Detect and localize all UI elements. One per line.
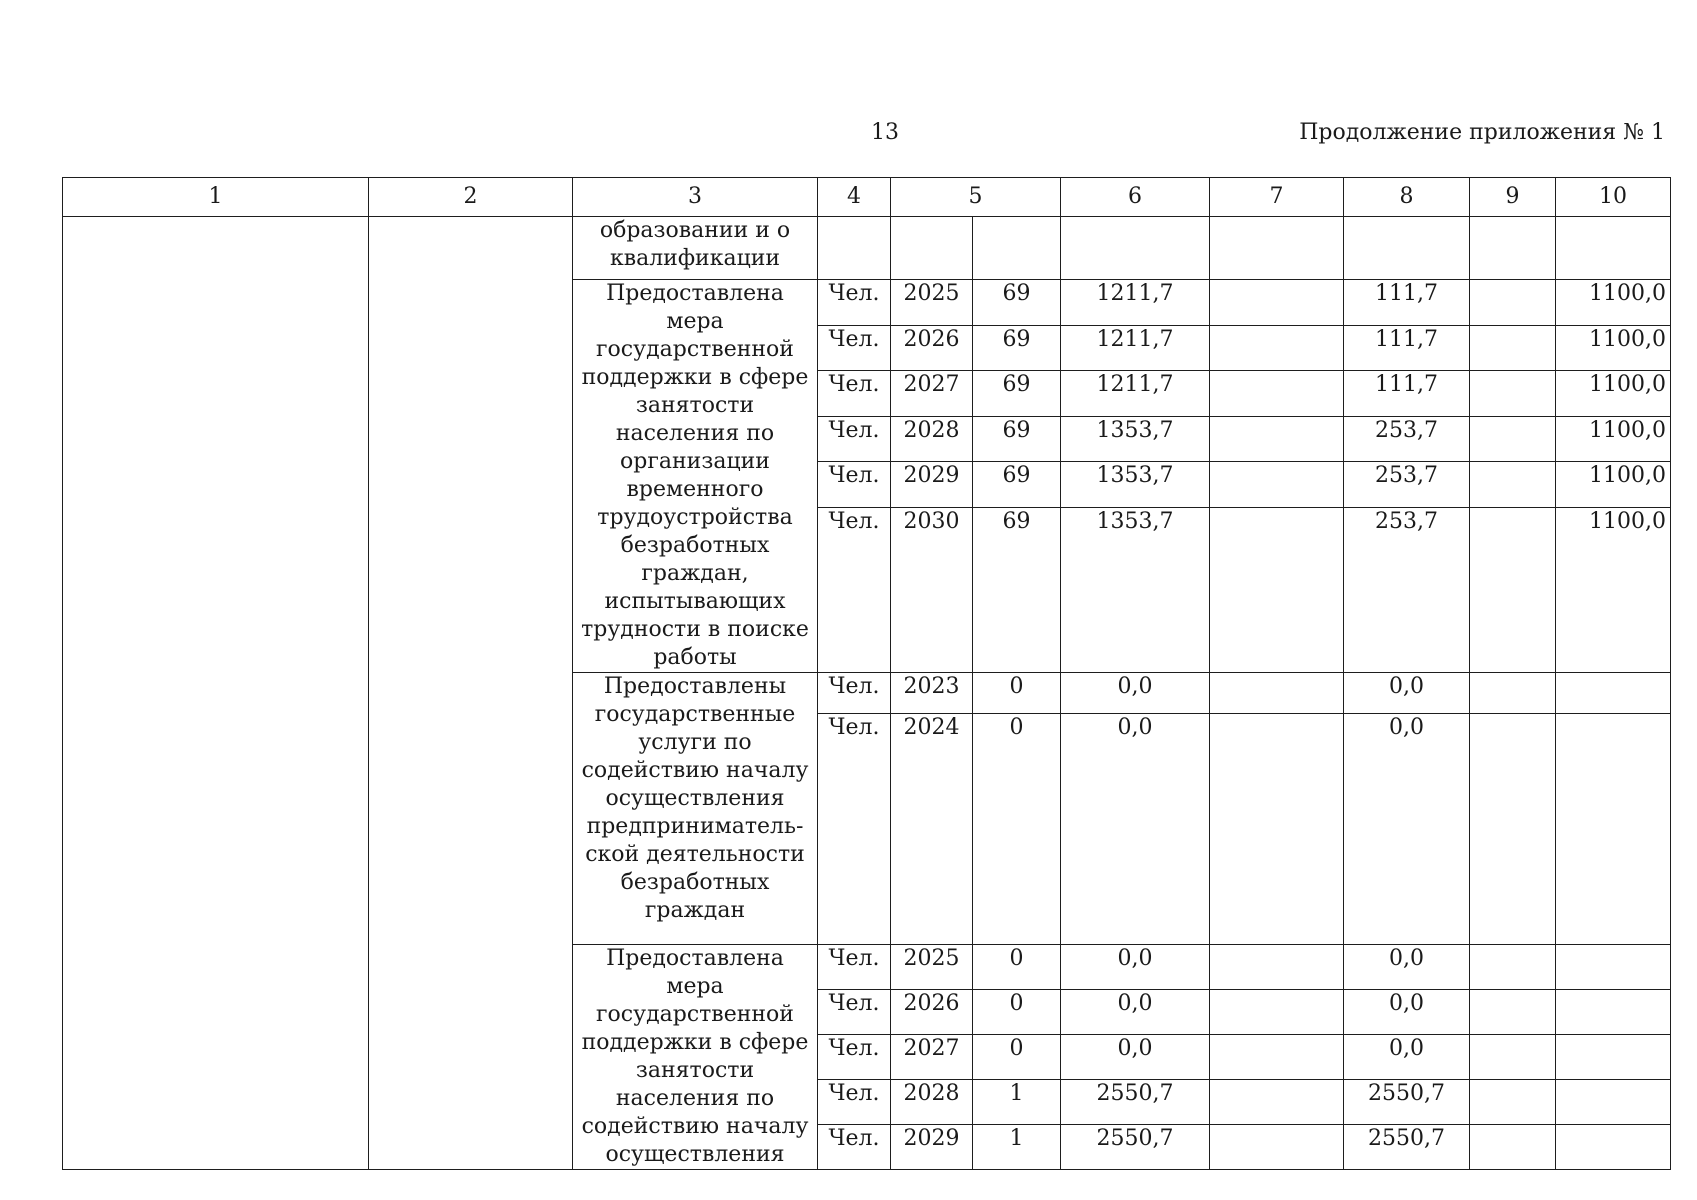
value-cell-6: 0,0 (1061, 990, 1210, 1035)
value-cell-10: 1100,0 (1556, 371, 1671, 417)
value-cell-10: 1100,0 (1556, 416, 1671, 462)
value-cell-10 (1556, 945, 1671, 990)
value-cell-7 (1210, 325, 1344, 371)
value-cell (1344, 217, 1470, 280)
count-cell: 69 (973, 280, 1061, 326)
value-cell-10 (1556, 714, 1671, 945)
value-cell (1210, 217, 1344, 280)
column-header: 5 (891, 178, 1061, 217)
table-body (63, 217, 1671, 1170)
value-cell-7 (1210, 371, 1344, 417)
count-cell: 69 (973, 371, 1061, 417)
value-cell-9 (1470, 325, 1556, 371)
value-cell-7 (1210, 714, 1344, 945)
unit-cell: Чел. (818, 673, 891, 714)
count-cell: 69 (973, 462, 1061, 508)
value-cell-10: 1100,0 (1556, 507, 1671, 672)
value-cell-8: 111,7 (1344, 280, 1470, 326)
value-cell-6: 1211,7 (1061, 371, 1210, 417)
value-cell-6: 0,0 (1061, 673, 1210, 714)
column-header: 7 (1210, 178, 1344, 217)
year-cell: 2026 (891, 990, 973, 1035)
measure-description: образовании и о квалификации (573, 217, 818, 280)
value-cell-9 (1470, 1080, 1556, 1125)
count-cell: 0 (973, 673, 1061, 714)
value-cell-10: 1100,0 (1556, 280, 1671, 326)
value-cell-8: 0,0 (1344, 673, 1470, 714)
value-cell-7 (1210, 507, 1344, 672)
value-cell-10 (1556, 990, 1671, 1035)
unit-cell: Чел. (818, 416, 891, 462)
column-header: 4 (818, 178, 891, 217)
value-cell-7 (1210, 1035, 1344, 1080)
year-cell: 2026 (891, 325, 973, 371)
value-cell-9 (1470, 280, 1556, 326)
unit-cell: Чел. (818, 1035, 891, 1080)
unit-cell: Чел. (818, 945, 891, 990)
value-cell-9 (1470, 507, 1556, 672)
column-header: 1 (63, 178, 369, 217)
value-cell-7 (1210, 990, 1344, 1035)
value-cell-7 (1210, 280, 1344, 326)
table-row (63, 217, 1671, 280)
column-header: 2 (369, 178, 573, 217)
value-cell-8: 253,7 (1344, 507, 1470, 672)
count-cell: 0 (973, 1035, 1061, 1080)
year-cell: 2024 (891, 714, 973, 945)
year-cell (891, 217, 973, 280)
column-header: 9 (1470, 178, 1556, 217)
year-cell: 2029 (891, 1125, 973, 1170)
value-cell-8: 111,7 (1344, 325, 1470, 371)
appendix-caption: Продолжение приложения № 1 (1299, 120, 1665, 145)
value-cell-8: 0,0 (1344, 1035, 1470, 1080)
measure-description: Предоставлена мера государственной поддержки в сфере занятости населения по организации временного трудоустройства безработных граждан, испытывающих трудности в поиске работы (573, 280, 818, 673)
col1-cell (63, 217, 369, 1170)
value-cell-10 (1556, 673, 1671, 714)
value-cell-6: 1353,7 (1061, 507, 1210, 672)
value-cell-8: 0,0 (1344, 714, 1470, 945)
value-cell-7 (1210, 945, 1344, 990)
year-cell: 2029 (891, 462, 973, 508)
column-header: 3 (573, 178, 818, 217)
value-cell-9 (1470, 673, 1556, 714)
year-cell: 2025 (891, 945, 973, 990)
value-cell-8: 253,7 (1344, 416, 1470, 462)
count-cell (973, 217, 1061, 280)
measure-description: Предоставлены государственные услуги по содействию началу осуществления предприниматель-ской деятельности безработных граждан (573, 673, 818, 945)
unit-cell: Чел. (818, 462, 891, 508)
value-cell-9 (1470, 416, 1556, 462)
value-cell-8: 0,0 (1344, 945, 1470, 990)
unit-cell: Чел. (818, 371, 891, 417)
value-cell-9 (1470, 371, 1556, 417)
count-cell: 1 (973, 1080, 1061, 1125)
value-cell-6: 1211,7 (1061, 325, 1210, 371)
header-row (63, 178, 1671, 217)
measure-description: Предоставлена мера государственной поддержки в сфере занятости населения по содействию началу осуществления (573, 945, 818, 1170)
value-cell-8: 0,0 (1344, 990, 1470, 1035)
value-cell-10: 1100,0 (1556, 325, 1671, 371)
page-number: 13 (871, 120, 899, 145)
value-cell-7 (1210, 1125, 1344, 1170)
value-cell-7 (1210, 673, 1344, 714)
value-cell-6: 1353,7 (1061, 462, 1210, 508)
count-cell: 0 (973, 945, 1061, 990)
value-cell-7 (1210, 416, 1344, 462)
year-cell: 2027 (891, 1035, 973, 1080)
value-cell-9 (1470, 1125, 1556, 1170)
value-cell-6: 2550,7 (1061, 1125, 1210, 1170)
value-cell-9 (1470, 945, 1556, 990)
value-cell-9 (1470, 1035, 1556, 1080)
count-cell: 69 (973, 507, 1061, 672)
year-cell: 2030 (891, 507, 973, 672)
value-cell-10 (1556, 1080, 1671, 1125)
value-cell-6: 1211,7 (1061, 280, 1210, 326)
value-cell-6: 1353,7 (1061, 416, 1210, 462)
count-cell: 1 (973, 1125, 1061, 1170)
value-cell-9 (1470, 462, 1556, 508)
value-cell-8: 2550,7 (1344, 1080, 1470, 1125)
unit-cell: Чел. (818, 990, 891, 1035)
value-cell-10: 1100,0 (1556, 462, 1671, 508)
year-cell: 2027 (891, 371, 973, 417)
count-cell: 69 (973, 416, 1061, 462)
value-cell-9 (1470, 714, 1556, 945)
year-cell: 2028 (891, 416, 973, 462)
unit-cell: Чел. (818, 714, 891, 945)
unit-cell: Чел. (818, 1125, 891, 1170)
unit-cell: Чел. (818, 507, 891, 672)
value-cell-7 (1210, 462, 1344, 508)
unit-cell: Чел. (818, 1080, 891, 1125)
value-cell (1061, 217, 1210, 280)
unit-cell (818, 217, 891, 280)
data-table (62, 177, 1671, 1170)
col2-cell (369, 217, 573, 1170)
value-cell-9 (1470, 990, 1556, 1035)
column-header: 6 (1061, 178, 1210, 217)
year-cell: 2023 (891, 673, 973, 714)
column-header: 8 (1344, 178, 1470, 217)
column-header: 10 (1556, 178, 1671, 217)
value-cell-6: 0,0 (1061, 1035, 1210, 1080)
unit-cell: Чел. (818, 280, 891, 326)
value-cell (1470, 217, 1556, 280)
year-cell: 2028 (891, 1080, 973, 1125)
count-cell: 0 (973, 990, 1061, 1035)
count-cell: 69 (973, 325, 1061, 371)
value-cell-8: 253,7 (1344, 462, 1470, 508)
value-cell-6: 2550,7 (1061, 1080, 1210, 1125)
unit-cell: Чел. (818, 325, 891, 371)
value-cell (1556, 217, 1671, 280)
value-cell-8: 2550,7 (1344, 1125, 1470, 1170)
value-cell-10 (1556, 1035, 1671, 1080)
value-cell-6: 0,0 (1061, 714, 1210, 945)
value-cell-8: 111,7 (1344, 371, 1470, 417)
count-cell: 0 (973, 714, 1061, 945)
value-cell-10 (1556, 1125, 1671, 1170)
value-cell-7 (1210, 1080, 1344, 1125)
year-cell: 2025 (891, 280, 973, 326)
value-cell-6: 0,0 (1061, 945, 1210, 990)
